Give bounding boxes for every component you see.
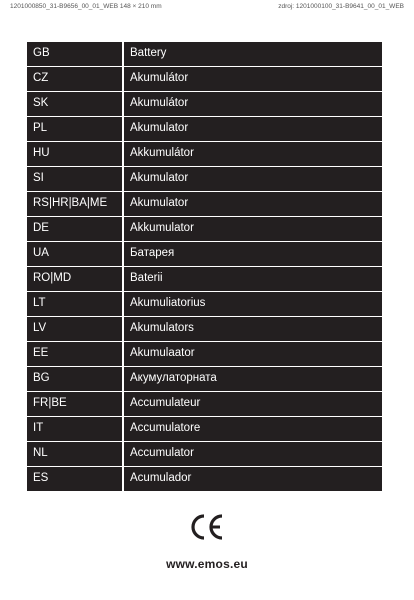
language-code: SK (27, 92, 122, 116)
ce-mark (0, 512, 414, 547)
table-row (27, 467, 382, 491)
language-code: FR|BE (27, 392, 122, 416)
table-row (27, 142, 382, 166)
table-row (27, 342, 382, 366)
translation: Accumulator (124, 442, 382, 466)
table-row (27, 167, 382, 191)
translation: Akumulators (124, 317, 382, 341)
translation: Battery (124, 42, 382, 66)
translation: Akkumulátor (124, 142, 382, 166)
language-code: LV (27, 317, 122, 341)
language-code: PL (27, 117, 122, 141)
language-code: RO|MD (27, 267, 122, 291)
translation: Akumulátor (124, 67, 382, 91)
table-row (27, 317, 382, 341)
language-code: BG (27, 367, 122, 391)
translation: Accumulatore (124, 417, 382, 441)
table-row (27, 417, 382, 441)
translation: Akkumulator (124, 217, 382, 241)
translation: Akumulaator (124, 342, 382, 366)
table-row (27, 67, 382, 91)
table-row (27, 367, 382, 391)
translation-table (27, 42, 382, 492)
translation: Акумулаторната (124, 367, 382, 391)
header-source-info: zdroj: 1201000100_31-B9641_00_01_WEB (278, 3, 404, 10)
translation: Accumulateur (124, 392, 382, 416)
language-code: SI (27, 167, 122, 191)
table-row (27, 267, 382, 291)
language-code: NL (27, 442, 122, 466)
language-code: ES (27, 467, 122, 491)
table-row (27, 242, 382, 266)
language-code: HU (27, 142, 122, 166)
table-row (27, 217, 382, 241)
language-code: DE (27, 217, 122, 241)
language-code: EE (27, 342, 122, 366)
translation: Akumulator (124, 192, 382, 216)
table-row (27, 42, 382, 66)
table-row (27, 117, 382, 141)
table-row (27, 92, 382, 116)
language-code: UA (27, 242, 122, 266)
table-row (27, 442, 382, 466)
language-code: CZ (27, 67, 122, 91)
ce-mark-icon (187, 512, 227, 542)
translation: Akumulator (124, 117, 382, 141)
translation: Akumulator (124, 167, 382, 191)
language-code: GB (27, 42, 122, 66)
table-row (27, 392, 382, 416)
table-row (27, 192, 382, 216)
language-code: LT (27, 292, 122, 316)
language-code: IT (27, 417, 122, 441)
translation: Akumuliatorius (124, 292, 382, 316)
language-code: RS|HR|BA|ME (27, 192, 122, 216)
header-file-info: 1201000850_31-B9656_00_01_WEB 148 × 210 mm (10, 3, 162, 10)
translation: Acumulador (124, 467, 382, 491)
table-row (27, 292, 382, 316)
translation: Akumulátor (124, 92, 382, 116)
document-header (10, 3, 404, 13)
website-url: www.emos.eu (166, 557, 248, 571)
translation: Батарея (124, 242, 382, 266)
translation: Baterii (124, 267, 382, 291)
